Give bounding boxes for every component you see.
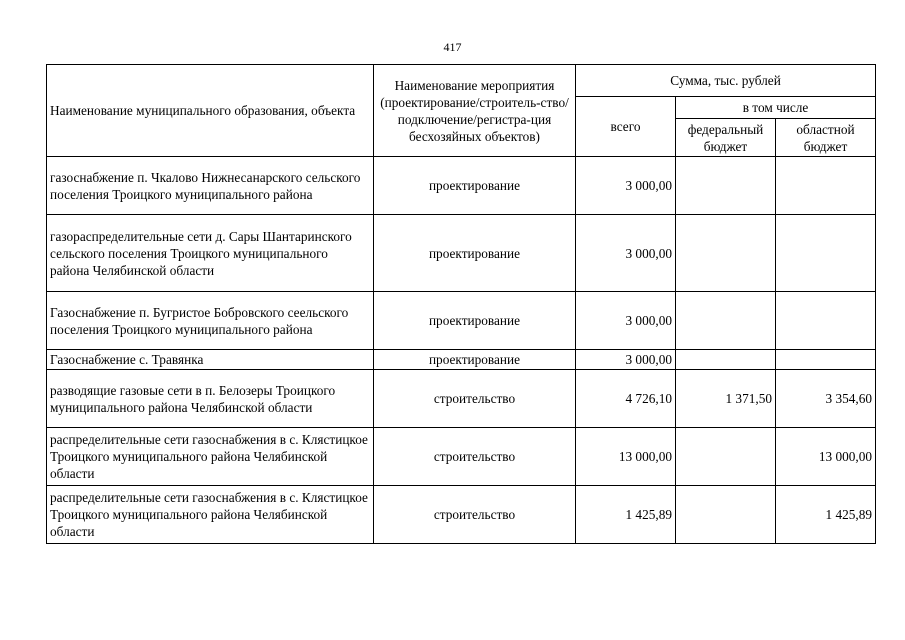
table-row — [47, 350, 876, 370]
row-total: 4 726,10 — [576, 370, 676, 428]
table-row — [47, 370, 876, 428]
table-row — [47, 486, 876, 544]
row-regional: 3 354,60 — [776, 370, 876, 428]
header-federal: федеральный бюджет — [676, 119, 776, 157]
row-total: 13 000,00 — [576, 428, 676, 486]
header-event: Наименование мероприятия (проектирование/строитель-ство/подключение/регистра-ция бесхозяйных объектов) — [374, 65, 576, 157]
row-federal — [676, 215, 776, 292]
row-federal — [676, 486, 776, 544]
page-number: 417 — [443, 40, 462, 54]
row-federal — [676, 292, 776, 350]
row-name: газоснабжение п. Чкалово Нижнесанарского сельского поселения Троицкого муниципального района — [47, 157, 374, 215]
row-regional — [776, 292, 876, 350]
row-name: Газоснабжение с. Травянка — [47, 350, 374, 370]
row-federal — [676, 157, 776, 215]
row-event: проектирование — [374, 350, 576, 370]
row-regional: 13 000,00 — [776, 428, 876, 486]
header-including: в том числе — [676, 97, 876, 119]
row-federal — [676, 428, 776, 486]
row-regional: 1 425,89 — [776, 486, 876, 544]
row-total: 3 000,00 — [576, 350, 676, 370]
row-total: 3 000,00 — [576, 292, 676, 350]
row-event: строительство — [374, 428, 576, 486]
row-event: проектирование — [374, 292, 576, 350]
table-row — [47, 215, 876, 292]
header-regional: областной бюджет — [776, 119, 876, 157]
row-total: 1 425,89 — [576, 486, 676, 544]
row-name: распределительные сети газоснабжения в с. Клястицкое Троицкого муниципального района Челябинской области — [47, 486, 374, 544]
row-federal — [676, 350, 776, 370]
row-name: Газоснабжение п. Бугристое Бобровского сеельского поселения Троицкого муниципального района — [47, 292, 374, 350]
table-row — [47, 428, 876, 486]
row-total: 3 000,00 — [576, 157, 676, 215]
funding-table — [46, 64, 876, 544]
header-total: всего — [576, 97, 676, 157]
header-name: Наименование муниципального образования, объекта — [47, 65, 374, 157]
row-total: 3 000,00 — [576, 215, 676, 292]
row-event: проектирование — [374, 157, 576, 215]
row-regional — [776, 215, 876, 292]
row-event: проектирование — [374, 215, 576, 292]
row-regional — [776, 157, 876, 215]
row-event: строительство — [374, 370, 576, 428]
row-name: распределительные сети газоснабжения в с. Клястицкое Троицкого муниципального района Челябинской области — [47, 428, 374, 486]
table-row — [47, 157, 876, 215]
row-event: строительство — [374, 486, 576, 544]
table-row — [47, 292, 876, 350]
row-name: газораспределительные сети д. Сары Шантаринского сельского поселения Троицкого муниципального района Челябинской области — [47, 215, 374, 292]
header-sum: Сумма, тыс. рублей — [576, 65, 876, 97]
row-regional — [776, 350, 876, 370]
row-name: разводящие газовые сети в п. Белозеры Троицкого муниципального района Челябинской области — [47, 370, 374, 428]
row-federal: 1 371,50 — [676, 370, 776, 428]
